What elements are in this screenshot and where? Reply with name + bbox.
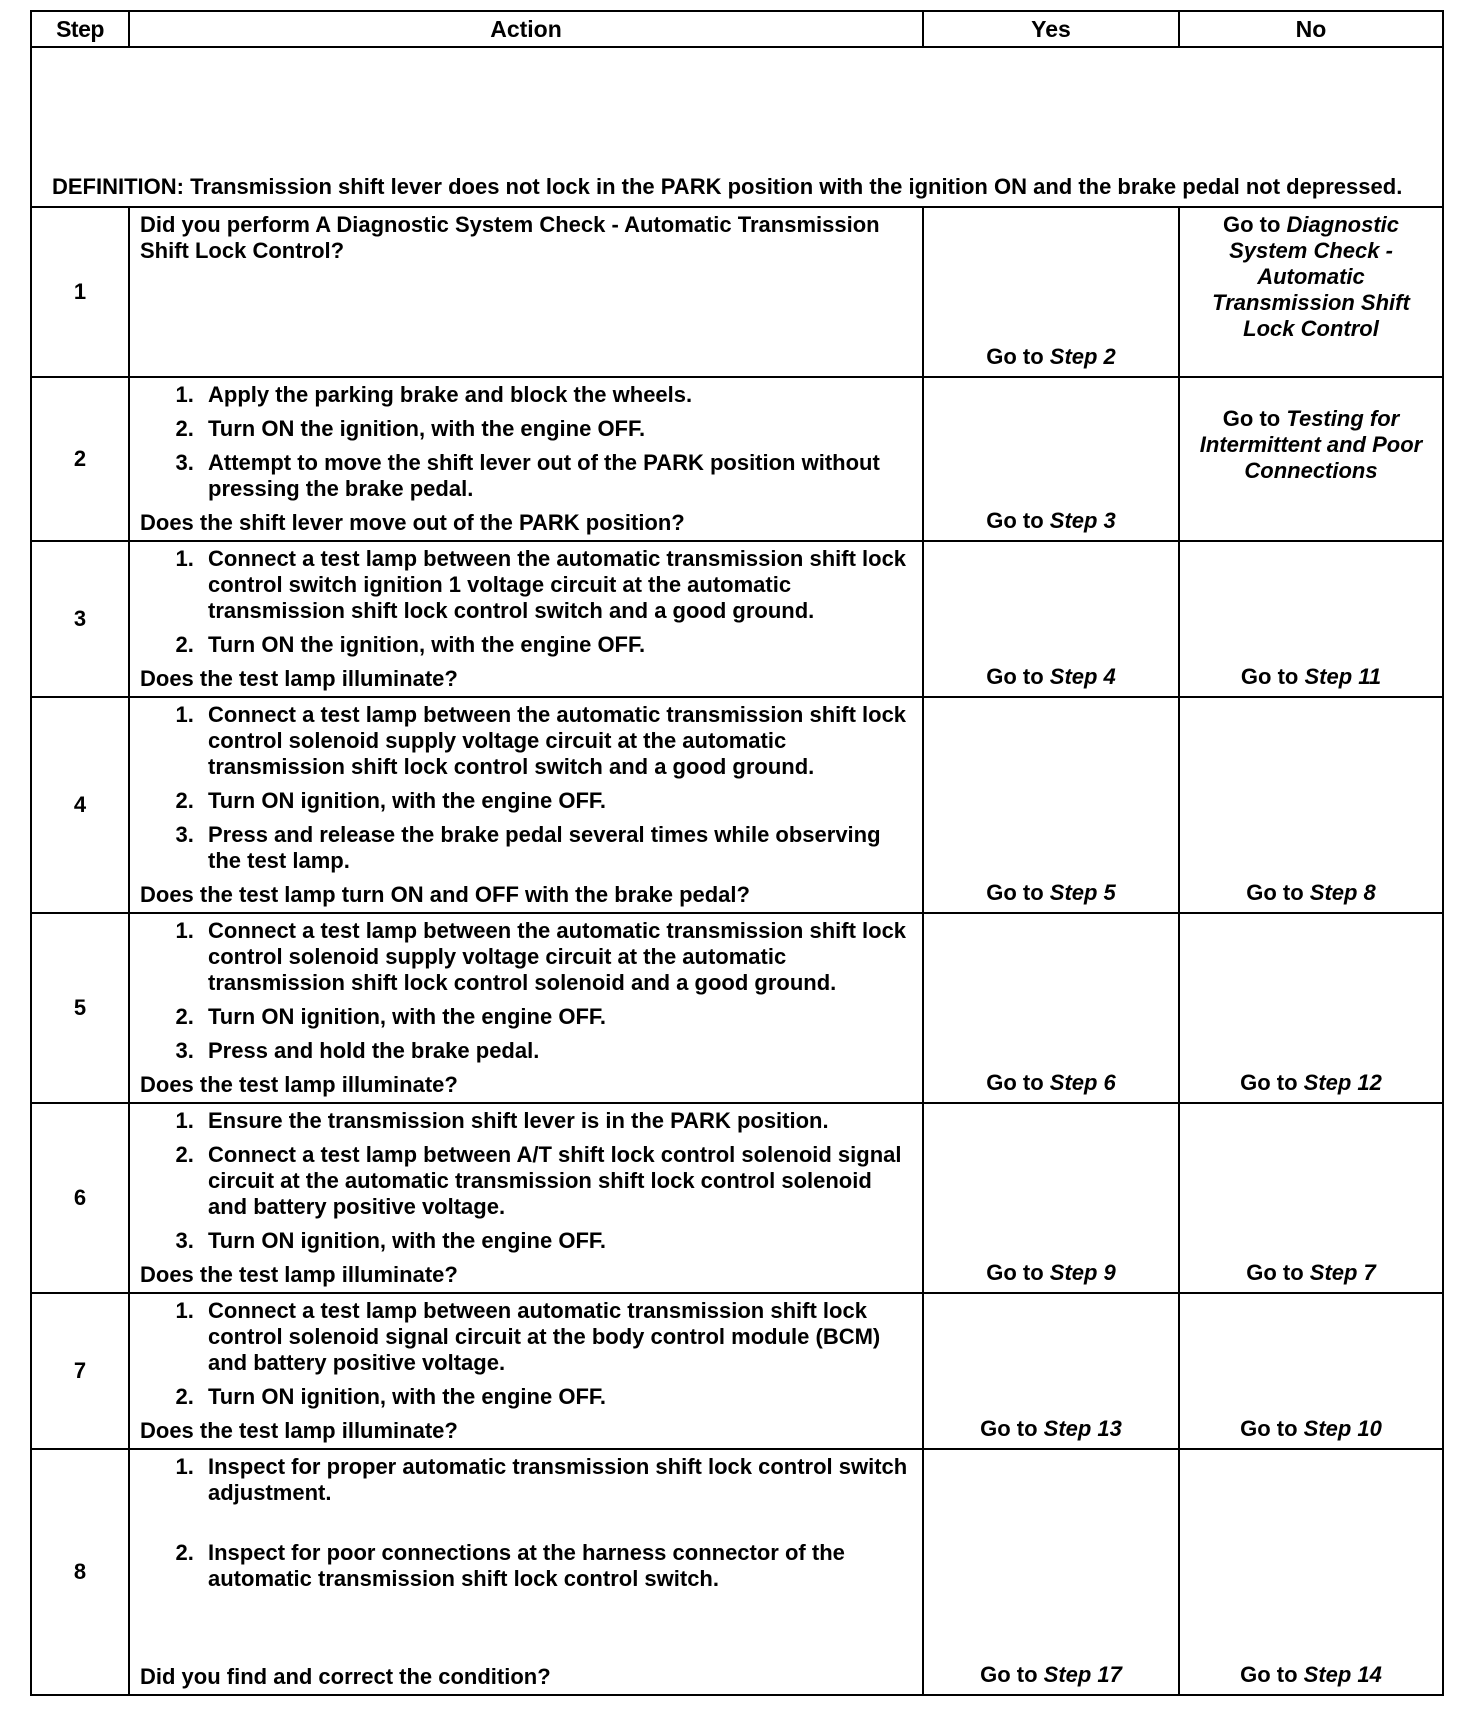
- instruction-item: 2. Connect a test lamp between A/T shift lock control solenoid signal circuit at the automatic transmission shift lock control solenoid and battery positive voltage.: [200, 1142, 912, 1220]
- goto-label: Go to: [1240, 1662, 1298, 1687]
- goto-label: Go to: [986, 344, 1044, 369]
- instruction-item: 3. Press and release the brake pedal several times while observing the test lamp.: [200, 822, 912, 874]
- diagnostic-table-sheet: [30, 10, 1442, 1696]
- goto-label: Go to: [1222, 212, 1281, 237]
- yes-link[interactable]: Step 6: [1049, 1070, 1116, 1095]
- goto-label: Go to: [986, 1070, 1044, 1095]
- instruction-item: 3. Attempt to move the shift lever out of the PARK position without pressing the brake pedal.: [200, 450, 912, 502]
- no-link[interactable]: Diagnostic System Check - Automatic Transmission Shift Lock Control: [1212, 212, 1410, 341]
- yes-link[interactable]: Step 9: [1049, 1260, 1116, 1285]
- definition-row: [31, 47, 1443, 207]
- step-question: Does the test lamp illuminate?: [140, 1262, 458, 1287]
- goto-label: Go to: [986, 664, 1044, 689]
- step-instructions: [140, 918, 912, 1064]
- step-action: [129, 1449, 923, 1695]
- step-action: [129, 1293, 923, 1449]
- instruction-item: 3. Press and hold the brake pedal.: [200, 1038, 912, 1064]
- no-link[interactable]: Step 7: [1309, 1260, 1376, 1285]
- goto-label: Go to: [1246, 880, 1304, 905]
- instruction-item: 1. Connect a test lamp between automatic transmission shift lock control solenoid signal circuit at the body control module (BCM) and battery positive voltage.: [200, 1298, 912, 1376]
- step-number: 5: [31, 913, 129, 1103]
- no-link[interactable]: Step 10: [1303, 1416, 1382, 1441]
- goto-label: Go to: [1240, 1070, 1298, 1095]
- header-yes: Yes: [923, 11, 1179, 47]
- step-action: [129, 1103, 923, 1293]
- instruction-item: 2. Turn ON ignition, with the engine OFF.: [200, 1004, 912, 1030]
- step-question: Did you perform A Diagnostic System Check - Automatic Transmission Shift Lock Control?: [140, 212, 880, 263]
- step-instructions: [140, 382, 912, 502]
- step-question: Does the test lamp turn ON and OFF with the brake pedal?: [140, 882, 750, 907]
- step-instructions: [140, 1454, 912, 1592]
- yes-cell: [923, 1293, 1179, 1449]
- step-question: Does the test lamp illuminate?: [140, 1418, 458, 1443]
- no-link[interactable]: Testing for Intermittent and Poor Connections: [1199, 406, 1423, 483]
- instruction-item: 1. Connect a test lamp between the automatic transmission shift lock control solenoid supply voltage circuit at the automatic transmission shift lock control switch and a good ground.: [200, 702, 912, 780]
- no-cell: [1179, 541, 1443, 697]
- step-number: 2: [31, 377, 129, 541]
- yes-cell: [923, 1449, 1179, 1695]
- step-action: [129, 697, 923, 913]
- step-row-1: [31, 207, 1443, 377]
- instruction-item: 2. Turn ON the ignition, with the engine OFF.: [200, 416, 912, 442]
- instruction-item: 1. Connect a test lamp between the automatic transmission shift lock control switch ignition 1 voltage circuit at the automatic transmission shift lock control switch and a good ground.: [200, 546, 912, 624]
- yes-link[interactable]: Step 13: [1043, 1416, 1122, 1441]
- no-cell: [1179, 913, 1443, 1103]
- step-question: Does the test lamp illuminate?: [140, 666, 458, 691]
- goto-label: Go to: [986, 1260, 1044, 1285]
- instruction-item: 2. Turn ON the ignition, with the engine OFF.: [200, 632, 912, 658]
- no-cell: [1179, 697, 1443, 913]
- no-link[interactable]: Step 14: [1303, 1662, 1382, 1687]
- yes-link[interactable]: Step 4: [1049, 664, 1116, 689]
- goto-label: Go to: [980, 1416, 1038, 1441]
- no-cell: [1179, 377, 1443, 541]
- goto-label: Go to: [986, 880, 1044, 905]
- instruction-item: 3. Turn ON ignition, with the engine OFF.: [200, 1228, 912, 1254]
- step-action: [129, 913, 923, 1103]
- yes-link[interactable]: Step 17: [1043, 1662, 1122, 1687]
- no-link[interactable]: Step 11: [1304, 664, 1382, 689]
- no-cell: [1179, 1103, 1443, 1293]
- step-number: 7: [31, 1293, 129, 1449]
- step-row-6: [31, 1103, 1443, 1293]
- goto-label: Go to: [1240, 664, 1299, 689]
- yes-link[interactable]: Step 5: [1049, 880, 1116, 905]
- goto-label: Go to: [980, 1662, 1038, 1687]
- instruction-item: 1. Inspect for proper automatic transmission shift lock control switch adjustment.: [200, 1454, 912, 1506]
- step-row-5: [31, 913, 1443, 1103]
- header-action: Action: [129, 11, 923, 47]
- instruction-item: 1. Ensure the transmission shift lever is in the PARK position.: [200, 1108, 912, 1134]
- yes-link[interactable]: Step 2: [1049, 344, 1116, 369]
- step-instructions: [140, 1298, 912, 1410]
- instruction-item: 2. Turn ON ignition, with the engine OFF.: [200, 1384, 912, 1410]
- step-row-7: [31, 1293, 1443, 1449]
- no-cell: [1179, 1293, 1443, 1449]
- yes-cell: [923, 697, 1179, 913]
- step-question: Does the shift lever move out of the PARK position?: [140, 510, 685, 535]
- yes-link[interactable]: Step 3: [1049, 508, 1116, 533]
- instruction-item: 2. Inspect for poor connections at the harness connector of the automatic transmission shift lock control switch.: [200, 1540, 912, 1592]
- step-question: Did you find and correct the condition?: [140, 1664, 551, 1689]
- diagnostic-table: [30, 10, 1444, 1696]
- step-instructions: [140, 702, 912, 874]
- step-number: 8: [31, 1449, 129, 1695]
- goto-label: Go to: [1246, 1260, 1304, 1285]
- definition-text: DEFINITION: Transmission shift lever does not lock in the PARK position with the ignition ON and the brake pedal not depressed.: [31, 47, 1443, 207]
- header-row: [31, 11, 1443, 47]
- yes-cell: [923, 207, 1179, 377]
- step-action: [129, 207, 923, 377]
- no-cell: [1179, 1449, 1443, 1695]
- yes-cell: [923, 1103, 1179, 1293]
- step-number: 6: [31, 1103, 129, 1293]
- no-link[interactable]: Step 8: [1309, 880, 1376, 905]
- instruction-item: 2. Turn ON ignition, with the engine OFF.: [200, 788, 912, 814]
- step-question: Does the test lamp illuminate?: [140, 1072, 458, 1097]
- step-instructions: [140, 546, 912, 658]
- no-cell: [1179, 207, 1443, 377]
- step-action: [129, 377, 923, 541]
- header-step: Step: [31, 11, 129, 47]
- step-number: 3: [31, 541, 129, 697]
- goto-label: Go to: [986, 508, 1044, 533]
- step-number: 4: [31, 697, 129, 913]
- instruction-item: 1. Connect a test lamp between the automatic transmission shift lock control solenoid supply voltage circuit at the automatic transmission shift lock control solenoid and a good ground.: [200, 918, 912, 996]
- goto-label: Go to: [1240, 1416, 1298, 1441]
- instruction-item: 1. Apply the parking brake and block the wheels.: [200, 382, 912, 408]
- yes-cell: [923, 913, 1179, 1103]
- step-instructions: [140, 1108, 912, 1254]
- yes-cell: [923, 541, 1179, 697]
- goto-label: Go to: [1222, 406, 1281, 431]
- step-row-3: [31, 541, 1443, 697]
- yes-cell: [923, 377, 1179, 541]
- step-row-2: [31, 377, 1443, 541]
- no-link[interactable]: Step 12: [1303, 1070, 1382, 1095]
- step-row-8: [31, 1449, 1443, 1695]
- step-number: 1: [31, 207, 129, 377]
- step-action: [129, 541, 923, 697]
- step-row-4: [31, 697, 1443, 913]
- header-no: No: [1179, 11, 1443, 47]
